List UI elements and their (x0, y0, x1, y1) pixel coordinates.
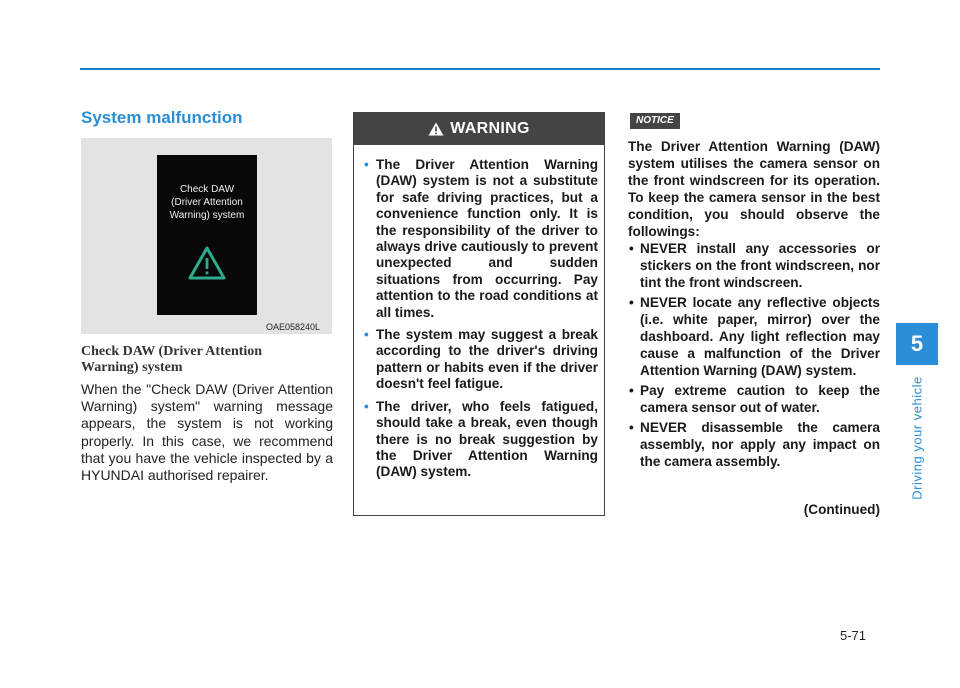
cluster-screen (157, 155, 257, 315)
cluster-screen-text: Check DAW (Driver Attention Warning) system (169, 184, 245, 221)
notice-item: • Pay extreme caution to keep the camera sensor out of water. (628, 382, 880, 416)
cluster-photo (81, 138, 332, 334)
section-title: System malfunction (81, 108, 243, 127)
section-body: When the "Check DAW (Driver Attention Warning) system" warning message appears, the system is not working properly. In this case, we recommend that you have the vehicle inspected by a HYUNDAI authorised repairer. (81, 381, 333, 484)
chapter-label (902, 372, 932, 504)
warning-item: • The driver, who feels fatigued, should take a break, even though there is no break suggestion by the Driver Attention Warning (DAW) system. (364, 399, 598, 481)
warning-box (353, 112, 605, 516)
warning-triangle-icon (187, 245, 227, 281)
warning-item: • The system may suggest a break according to the driver's driving pattern or habits even if the driver doesn't feel fatigue. (364, 327, 598, 393)
notice-item: • NEVER install any accessories or stickers on the front windscreen, nor tint the front windscreen. (628, 240, 880, 291)
chapter-label-text: Driving your vehicle (909, 376, 925, 500)
warning-icon (428, 122, 444, 136)
subsection-title: Check DAW (Driver Attention Warning) system (81, 344, 263, 375)
notice-item: • NEVER locate any reflective objects (i.e. white paper, mirror) over the dashboard. Any light reflection may cause a malfunction of the Driver Attention Warning (DAW) system. (628, 294, 880, 379)
notice-list (628, 240, 880, 473)
image-code: OAE058240L (266, 322, 321, 332)
notice-item: • NEVER disassemble the camera assembly, nor apply any impact on the camera assembly. (628, 419, 880, 470)
warning-header (354, 113, 604, 145)
header-rule (80, 68, 880, 70)
notice-badge: NOTICE (630, 113, 680, 129)
warning-item: • The Driver Attention Warning (DAW) system is not a substitute for safe driving practices, but a convenience function only. It is the responsibility of the driver to always drive cautiously to prevent unexpected and sudden situations from occurring. Pay attention to the road conditions at all times. (364, 157, 598, 321)
notice-intro: The Driver Attention Warning (DAW) system utilises the camera sensor on the front windscreen for its operation. To keep the camera sensor in the best condition, you should observe the followings: (628, 139, 880, 239)
continued-label: (Continued) (803, 502, 880, 517)
page-number: 5-71 (840, 628, 867, 643)
chapter-tab: 5 (896, 323, 938, 365)
warning-title: WARNING (450, 120, 530, 137)
warning-list (354, 145, 604, 481)
